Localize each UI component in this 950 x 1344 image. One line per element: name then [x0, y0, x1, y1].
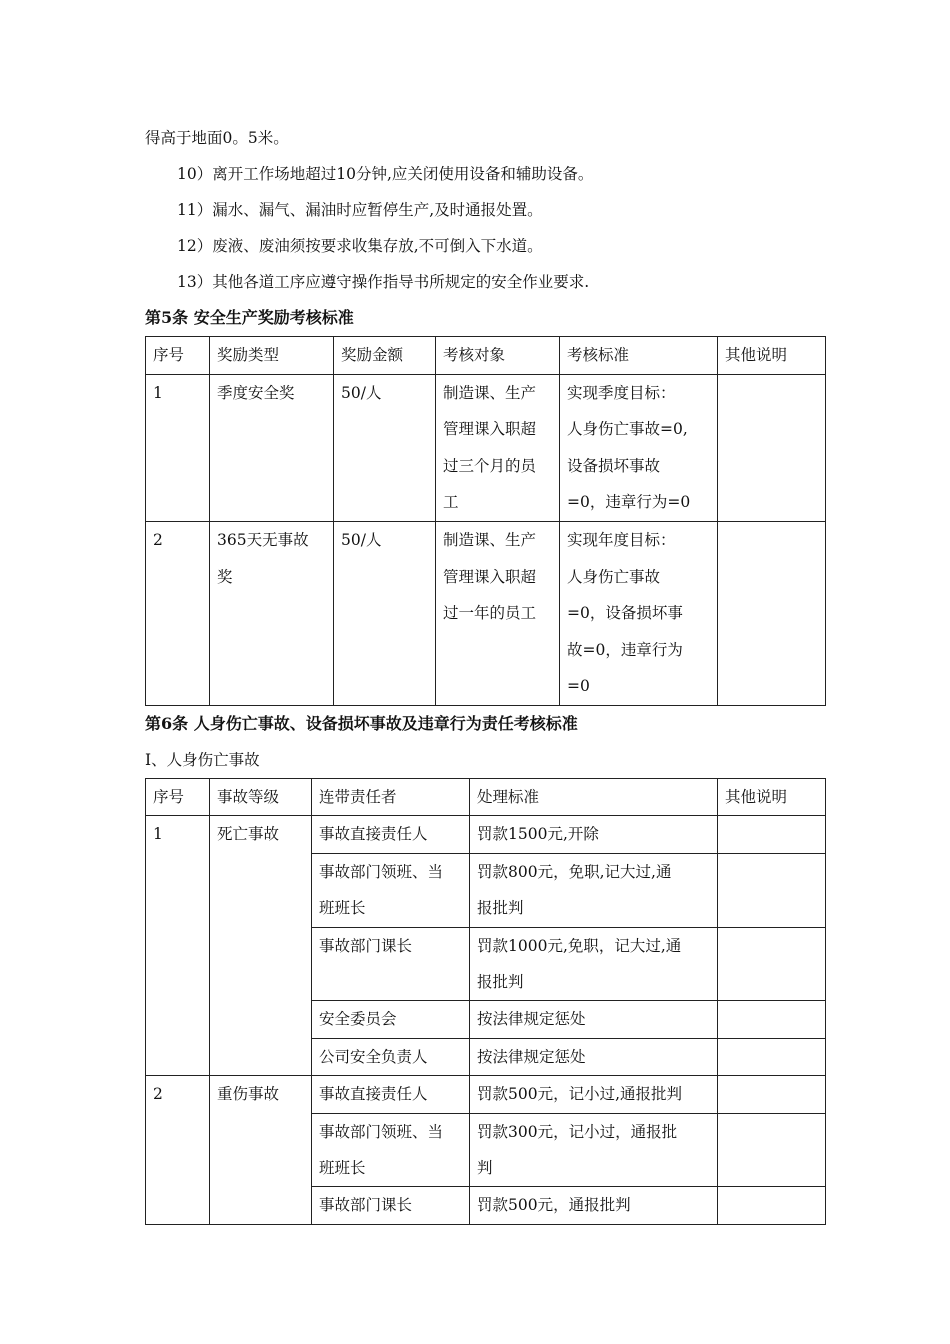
row-number: 1: [146, 816, 210, 1076]
cell-line: =0，设备损坏事: [567, 604, 683, 623]
responsible-person: 事故部门课长: [312, 1187, 470, 1224]
penalty-standard: [470, 927, 718, 1001]
header-cell: 处理标准: [470, 778, 718, 815]
penalty-standard: 按法律规定惩处: [470, 1038, 718, 1075]
document-page: [145, 120, 825, 1225]
cell-line: 过三个月的员: [443, 456, 537, 475]
accident-level: 死亡事故: [210, 816, 312, 1076]
assessment-standard: [560, 374, 718, 521]
cell-line: 设备损坏事故: [567, 456, 661, 475]
reward-amount: 50/人: [334, 521, 436, 705]
other-notes: [718, 1187, 826, 1224]
reward-table: [145, 336, 826, 706]
row-number: 2: [146, 1076, 210, 1225]
penalty-standard: 按法律规定惩处: [470, 1001, 718, 1038]
table-row: [146, 521, 826, 705]
cell-line: 人身伤亡事故: [567, 567, 661, 586]
other-notes: [718, 521, 826, 705]
header-cell: 考核标准: [560, 337, 718, 375]
cell-line: 班班长: [319, 899, 366, 918]
injury-accident-table: [145, 778, 826, 1225]
other-notes: [718, 374, 826, 521]
assessment-target: [436, 374, 560, 521]
cell-line: 判: [477, 1159, 493, 1177]
header-cell: 序号: [146, 778, 210, 815]
cell-line: 实现年度目标：: [567, 530, 676, 549]
penalty-standard: 罚款500元，记小过,通报批判: [470, 1076, 718, 1113]
header-cell: 其他说明: [718, 337, 826, 375]
cell-line: 事故部门领班、当: [319, 1122, 444, 1141]
header-cell: 连带责任者: [312, 778, 470, 815]
other-notes: [718, 1038, 826, 1075]
cell-line: 罚款800元，免职,记大过,通: [477, 862, 672, 881]
table-row: [146, 1076, 826, 1113]
responsible-person: [312, 1113, 470, 1187]
cell-line: 故=0，违章行为: [567, 640, 683, 659]
paragraph: 10）离开工作场地超过10分钟,应关闭使用设备和辅助设备。: [177, 165, 594, 183]
responsible-person: [312, 853, 470, 927]
table-header-row: [146, 778, 826, 815]
header-cell: 其他说明: [718, 778, 826, 815]
reward-type: [210, 521, 334, 705]
cell-line: 事故部门领班、当: [319, 862, 444, 881]
table-row: [146, 374, 826, 521]
header-cell: 奖励金额: [334, 337, 436, 375]
header-cell: 事故等级: [210, 778, 312, 815]
header-cell: 序号: [146, 337, 210, 375]
reward-amount: 50/人: [334, 374, 436, 521]
cell-line: 报批判: [477, 899, 524, 918]
section-5-title: 第5条 安全生产奖励考核标准: [145, 308, 354, 327]
table-header-row: [146, 337, 826, 375]
cell-line: 报批判: [477, 972, 524, 991]
paragraph: 12）废液、废油须按要求收集存放,不可倒入下水道。: [177, 237, 543, 255]
cell-line: =0: [567, 677, 590, 696]
cell-line: 制造课、生产: [443, 530, 537, 549]
row-number: 2: [146, 521, 210, 705]
header-cell: 奖励类型: [210, 337, 334, 375]
cell-line: 管理课入职超: [443, 567, 537, 586]
penalty-standard: [470, 1113, 718, 1187]
other-notes: [718, 853, 826, 927]
row-number: 1: [146, 374, 210, 521]
cell-line: 365天无事故: [217, 530, 309, 549]
reward-type: 季度安全奖: [210, 374, 334, 521]
assessment-target: [436, 521, 560, 705]
other-notes: [718, 816, 826, 853]
cell-line: 班班长: [319, 1159, 366, 1177]
table-row: [146, 816, 826, 853]
other-notes: [718, 1001, 826, 1038]
other-notes: [718, 1113, 826, 1187]
header-cell: 考核对象: [436, 337, 560, 375]
responsible-person: 公司安全负责人: [312, 1038, 470, 1075]
cell-line: 过一年的员工: [443, 604, 537, 623]
cell-line: 工: [443, 493, 459, 512]
cell-line: 奖: [217, 567, 233, 586]
cell-line: 实现季度目标：: [567, 383, 676, 402]
responsible-person: 事故直接责任人: [312, 816, 470, 853]
penalty-standard: 罚款500元，通报批判: [470, 1187, 718, 1224]
assessment-standard: [560, 521, 718, 705]
cell-line: =0，违章行为=0: [567, 493, 691, 512]
penalty-standard: [470, 853, 718, 927]
section-6-title: 第6条 人身伤亡事故、设备损坏事故及违章行为责任考核标准: [145, 713, 578, 733]
paragraph: 11）漏水、漏气、漏油时应暂停生产,及时通报处置。: [177, 201, 543, 219]
cell-line: 管理课入职超: [443, 420, 537, 439]
penalty-standard: 罚款1500元,开除: [470, 816, 718, 853]
paragraph: 13）其他各道工序应遵守操作指导书所规定的安全作业要求.: [177, 273, 590, 291]
section-6-subtitle: I、人身伤亡事故: [145, 750, 260, 769]
paragraph: 得高于地面0。5米。: [145, 129, 289, 147]
cell-line: 罚款1000元,免职，记大过,通: [477, 936, 682, 955]
cell-line: 制造课、生产: [443, 383, 537, 402]
responsible-person: 事故直接责任人: [312, 1076, 470, 1113]
accident-level: 重伤事故: [210, 1076, 312, 1225]
other-notes: [718, 927, 826, 1001]
other-notes: [718, 1076, 826, 1113]
responsible-person: 安全委员会: [312, 1001, 470, 1038]
cell-line: 罚款300元，记小过，通报批: [477, 1122, 678, 1141]
cell-line: 人身伤亡事故=0,: [567, 420, 688, 439]
responsible-person: 事故部门课长: [312, 927, 470, 1001]
